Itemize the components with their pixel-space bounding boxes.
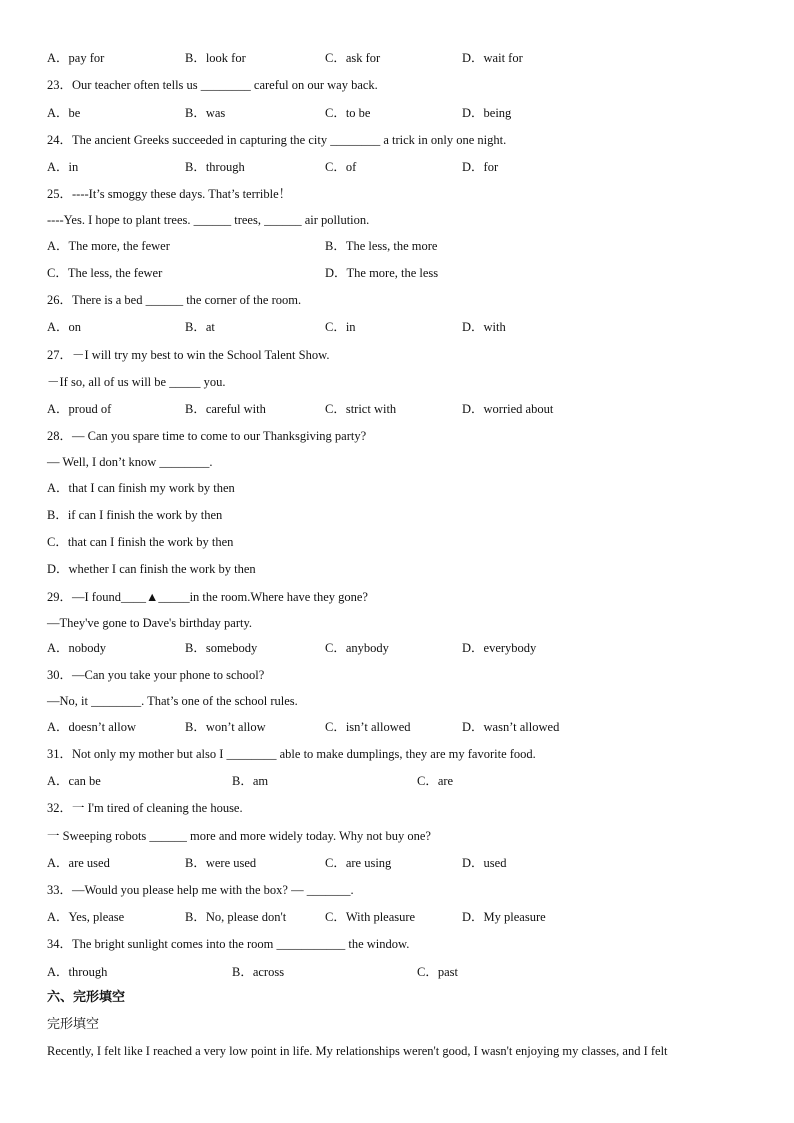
- question-text: —They've gone to Dave's birthday party.: [47, 616, 253, 630]
- answer-option: A．in: [47, 160, 79, 174]
- answer-option: A．Yes, please: [47, 910, 125, 924]
- answer-option: A．nobody: [47, 641, 107, 655]
- answer-option: D．wasn’t allowed: [462, 720, 560, 734]
- answer-option: B．through: [185, 160, 245, 174]
- answer-option: C．The less, the fewer: [47, 266, 163, 280]
- question-text: 一 Sweeping robots ______ more and more widely today. Why not buy one?: [47, 829, 431, 843]
- question-text: 31．Not only my mother but also I ________ able to make dumplings, they are my favorite food.: [47, 747, 536, 761]
- question-text: B．if can I finish the work by then: [47, 508, 223, 522]
- answer-option: B．am: [232, 774, 269, 788]
- answer-option: C．isn’t allowed: [325, 720, 411, 734]
- answer-option: C．are using: [325, 856, 392, 870]
- answer-option: D．being: [462, 106, 512, 120]
- answer-option: B．won’t allow: [185, 720, 266, 734]
- question-text: 27．－I will try my best to win the School Talent Show.: [47, 348, 330, 362]
- question-text: —No, it ________. That’s one of the school rules.: [47, 694, 298, 708]
- section-subtitle: 完形填空: [47, 1017, 100, 1032]
- answer-option: C．strict with: [325, 402, 397, 416]
- answer-option: C．are: [417, 774, 454, 788]
- answer-option: B．was: [185, 106, 226, 120]
- question-text: 33．—Would you please help me with the box? — _______.: [47, 883, 354, 897]
- answer-option: B．look for: [185, 51, 246, 65]
- answer-option: B．were used: [185, 856, 257, 870]
- answer-option: B．across: [232, 965, 285, 979]
- question-text: C．that can I finish the work by then: [47, 535, 234, 549]
- question-text: D．whether I can finish the work by then: [47, 562, 256, 576]
- question-text: 34．The bright sunlight comes into the room ___________ the window.: [47, 937, 410, 951]
- question-text: 25．----It’s smoggy these days. That’s terrible！: [47, 187, 292, 201]
- answer-option: D．The more, the less: [325, 266, 439, 280]
- question-text: －If so, all of us will be _____ you.: [47, 375, 226, 389]
- question-text: 29．—I found____▲_____in the room.Where have they gone?: [47, 590, 368, 604]
- question-text: 32．一 I'm tired of cleaning the house.: [47, 801, 243, 815]
- answer-option: C．past: [417, 965, 458, 979]
- question-text: — Well, I don’t know ________.: [47, 455, 213, 469]
- answer-option: C．in: [325, 320, 356, 334]
- answer-option: D．for: [462, 160, 499, 174]
- passage-text: Recently, I felt like I reached a very low point in life. My relationships weren't good, I wasn't enjoying my classes, and I felt: [47, 1044, 668, 1058]
- answer-option: B．No, please don't: [185, 910, 287, 924]
- answer-option: A．pay for: [47, 51, 105, 65]
- section-title: 六、完形填空: [47, 990, 126, 1005]
- answer-option: C．of: [325, 160, 357, 174]
- answer-option: D．used: [462, 856, 507, 870]
- answer-option: A．proud of: [47, 402, 112, 416]
- answer-option: C．ask for: [325, 51, 381, 65]
- answer-option: C．to be: [325, 106, 371, 120]
- question-text: 26．There is a bed ______ the corner of the room.: [47, 293, 302, 307]
- answer-option: B．careful with: [185, 402, 266, 416]
- question-text: 30．—Can you take your phone to school?: [47, 668, 265, 682]
- answer-option: D．My pleasure: [462, 910, 546, 924]
- answer-option: A．on: [47, 320, 82, 334]
- answer-option: A．through: [47, 965, 108, 979]
- answer-option: B．somebody: [185, 641, 258, 655]
- answer-option: B．at: [185, 320, 215, 334]
- answer-option: D．worried about: [462, 402, 554, 416]
- answer-option: D．wait for: [462, 51, 523, 65]
- question-text: 24．The ancient Greeks succeeded in capturing the city ________ a trick in only one night.: [47, 133, 507, 147]
- answer-option: D．with: [462, 320, 506, 334]
- answer-option: B．The less, the more: [325, 239, 438, 253]
- answer-option: A．doesn’t allow: [47, 720, 136, 734]
- question-text: ----Yes. I hope to plant trees. ______ trees, ______ air pollution.: [47, 213, 370, 227]
- question-text: 23．Our teacher often tells us ________ careful on our way back.: [47, 78, 378, 92]
- answer-option: D．everybody: [462, 641, 537, 655]
- answer-option: A．can be: [47, 774, 101, 788]
- question-text: A．that I can finish my work by then: [47, 481, 235, 495]
- answer-option: C．With pleasure: [325, 910, 416, 924]
- answer-option: A．be: [47, 106, 81, 120]
- answer-option: A．are used: [47, 856, 110, 870]
- answer-option: A．The more, the fewer: [47, 239, 170, 253]
- question-text: 28．— Can you spare time to come to our Thanksgiving party?: [47, 429, 367, 443]
- answer-option: C．anybody: [325, 641, 389, 655]
